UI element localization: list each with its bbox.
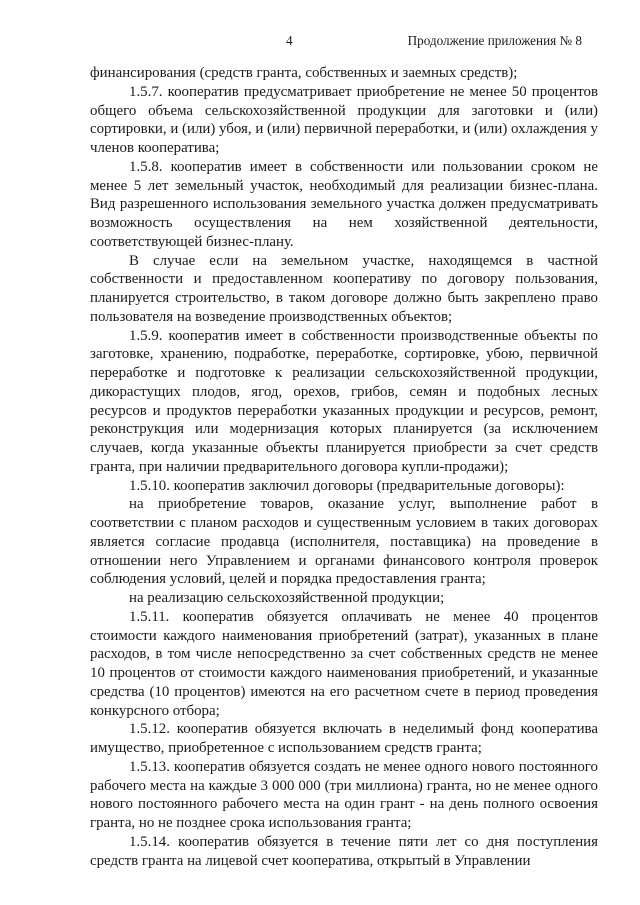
- paragraph: 1.5.12. кооператив обязуется включать в неделимый фонд кооператива имущество, приобретенное с использованием средств гранта;: [90, 721, 598, 756]
- page-number: 4: [286, 33, 293, 48]
- page-header: [0, 33, 640, 53]
- paragraph: финансирования (средств гранта, собственных и заемных средств);: [90, 65, 518, 81]
- paragraph: 1.5.10. кооператив заключил договоры (предварительные договоры):: [129, 477, 565, 494]
- paragraph: 1.5.13. кооператив обязуется создать не менее одного нового постоянного рабочего места на каждые 3 000 000 (три миллиона) гранта, но не менее одного нового постоянного рабочего места на один грант - на день полного освоения гранта, но не позднее срока использования гранта;: [90, 758, 598, 831]
- paragraph: 1.5.7. кооператив предусматривает приобретение не менее 50 процентов общего объема сельскохозяйственной продукции для заготовки и (или) сортировки, и (или) убоя, и (или) первичной переработки, и (или) охлаждения у членов кооператива;: [90, 83, 599, 156]
- document-body: [90, 64, 598, 870]
- paragraph: В случае если на земельном участке, находящемся в частной собственности и предоставленном кооперативу по договору пользования, планируется строительство, в таком договоре должно быть закреплено право пользователя на возведение производственных объектов;: [90, 252, 598, 325]
- paragraph: на реализацию сельскохозяйственной продукции;: [129, 590, 445, 606]
- paragraph: 1.5.14. кооператив обязуется в течение пяти лет со дня поступления средств гранта на лицевой счет кооператива, открытый в Управлении: [90, 833, 598, 869]
- header-title: Продолжение приложения № 8: [407, 33, 582, 48]
- paragraph: на приобретение товаров, оказание услуг, выполнение работ в соответствии с планом расходов и существенным условием в таких договорах является согласие продавца (исполнителя, поставщика) на проведение в отношении него Управлением и органами финансового контроля проверок соблюдения условий, целей и порядка предоставления гранта;: [90, 496, 598, 588]
- paragraph: 1.5.9. кооператив имеет в собственности производственные объекты по заготовке, хранению, подработке, переработке, сортировке, убою, первичной переработке и подготовке к реализации сельскохозяйственной продукции, дикорастущих плодов, ягод, орехов, грибов, семян и подобных лесных ресурсов и продуктов переработки указанных продукции и ресурсов, ремонт, реконструкция или модернизация которых планируется (за исключением случаев, когда указанные объекты планируется приобрести за счет средств гранта, при наличии предварительного договора купли-продажи);: [90, 327, 598, 475]
- paragraph: 1.5.11. кооператив обязуется оплачивать не менее 40 процентов стоимости каждого наименования приобретений (затрат), указанных в плане расходов, в том числе непосредственно за счет собственных средств не менее 10 процентов от стоимости каждого наименования приобретений, и указанные средства (10 процентов) имеются на его расчетном счете в период проведения конкурсного отбора;: [90, 608, 598, 719]
- paragraph: 1.5.8. кооператив имеет в собственности или пользовании сроком не менее 5 лет земельный участок, необходимый для реализации бизнес-плана. Вид разрешенного использования земельного участка должен предусматривать возможность осуществления на нем хозяйственной деятельности, соответствующей бизнес-плану.: [90, 158, 598, 250]
